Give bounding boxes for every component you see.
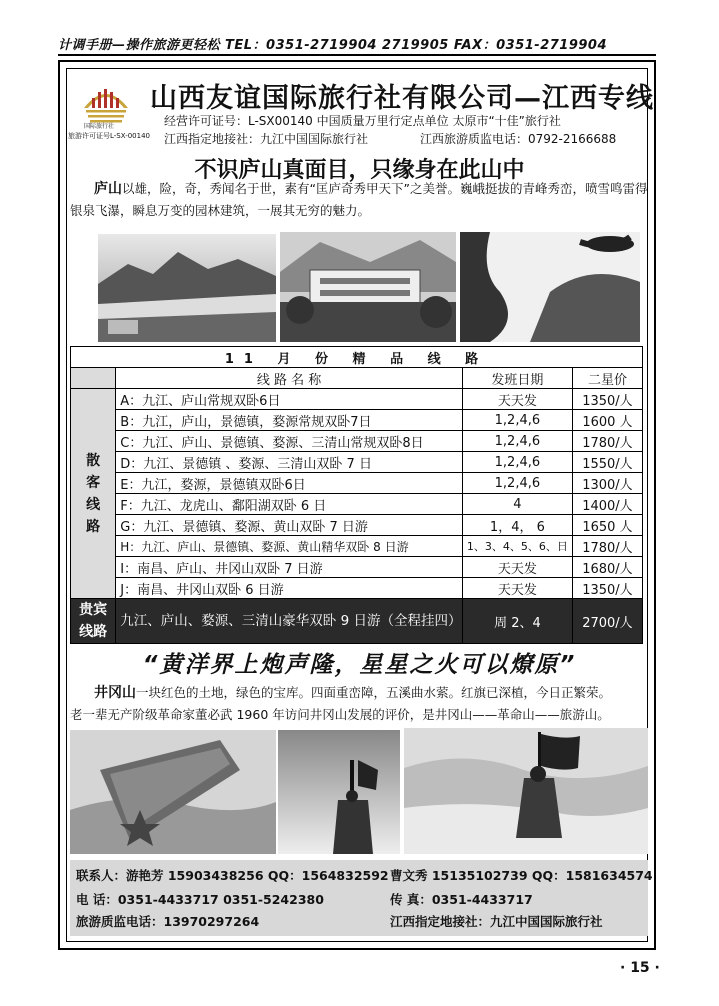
route-price: 1600 人 (572, 410, 642, 431)
route-name: J：南昌、井冈山双卧 6 日游 (116, 578, 463, 599)
route-name: I：南昌、庐山、井冈山双卧 7 日游 (116, 557, 463, 578)
col-date-header: 发班日期 (462, 368, 572, 389)
jinggangshan-photo-monument (70, 730, 276, 854)
route-price: 1400/人 (572, 494, 642, 515)
route-name: A：九江、庐山常规双卧6日 (116, 389, 463, 410)
vip-route-date: 周 2、4 (462, 599, 572, 644)
header-rule (58, 54, 656, 56)
jinggangshan-photo-flag-sculpture (404, 728, 648, 854)
route-date: 4 (462, 494, 572, 515)
jinggangshan-text-1: 一块红色的土地，绿色的宝库。四面重峦障，五溪曲水萦。红旗已深植，今日正繁荣。 (136, 685, 612, 700)
route-name: B：九江，庐山，景德镇，婺源常规双卧7日 (116, 410, 463, 431)
jinggangshan-text-2: 老一辈无产阶级革命家董必武 1960 年访问井冈山发展的评价，是井冈山——革命山——旅游山。 (70, 707, 610, 722)
contact-fax: 传 真：0351-4433717 (390, 892, 533, 907)
route-name: E：九江，婺源，景德镇双卧6日 (116, 473, 463, 494)
group-scattered (71, 389, 116, 599)
route-price: 1350/人 (572, 578, 642, 599)
routes-table (70, 346, 643, 644)
route-price: 1780/人 (572, 431, 642, 452)
vip-route-name: 九江、庐山、婺源、三清山豪华双卧 9 日游（全程挂四） (116, 599, 463, 644)
jinggangshan-lead: 井冈山 (94, 685, 136, 701)
lushan-photo-villa (280, 232, 456, 342)
page-number: · 15 · (620, 960, 660, 976)
route-price: 1780/人 (572, 536, 642, 557)
route-price: 1550/人 (572, 452, 642, 473)
local-agent-line: 江西指定地接社：九江中国国际旅行社 (164, 132, 369, 146)
route-date: 天天发 (462, 557, 572, 578)
lushan-photo-mountains (98, 234, 276, 342)
route-date: 1,2,4,6 (462, 452, 572, 473)
route-name: F：九江、龙虎山、鄱阳湖双卧 6 日 (116, 494, 463, 515)
route-date: 天天发 (462, 389, 572, 410)
logo-caption: 国际旅行社 (84, 123, 115, 130)
group-vip (71, 599, 116, 644)
license-line: 经营许可证号：L-SX00140 中国质量万里行定点单位 太原市“十佳”旅行社 (164, 114, 561, 128)
route-price: 1650 人 (572, 515, 642, 536)
contact-supervision-phone: 旅游质监电话：13970297264 (76, 914, 260, 929)
lushan-intro (70, 178, 650, 222)
company-name: 山西友谊国际旅行社有限公司—江西专线 (150, 83, 654, 114)
route-date: 1,2,4,6 (462, 410, 572, 431)
route-date: 1，4， 6 (462, 515, 572, 536)
route-price: 1350/人 (572, 389, 642, 410)
table-corner (71, 368, 116, 389)
jinggangshan-intro (70, 682, 650, 704)
route-name: H：九江、庐山、景德镇、婺源、黄山精华双卧 8 日游 (116, 536, 463, 557)
col-price-header: 二星价 (572, 368, 642, 389)
routes-table-title: 11 月 份 精 品 线 路 (71, 347, 643, 368)
vip-route-price: 2700/人 (572, 599, 642, 644)
jinggangshan-slogan: “黄洋界上炮声隆，星星之火可以燎原” (142, 652, 577, 678)
route-date: 天天发 (462, 578, 572, 599)
jinggangshan-photo-statue (278, 730, 400, 854)
group-scattered-label: 散客线路 (86, 452, 101, 535)
route-date: 1,2,4,6 (462, 431, 572, 452)
header-bar-text: 计调手册—操作旅游更轻松 TEL：0351-2719904 2719905 FAX：0351-2719904 (58, 38, 608, 53)
header-bar (58, 34, 653, 53)
contact-local-agent: 江西指定地接社：九江中国国际旅行社 (390, 914, 603, 929)
route-date: 1、3、4、5、6、日 (462, 536, 572, 557)
contact-phone: 电 话：0351-4433717 0351-5242380 (76, 892, 324, 907)
group-vip-label: 贵宾线路 (79, 602, 108, 640)
route-name: C：九江、庐山、景德镇、婺源、三清山常规双卧8日 (116, 431, 463, 452)
lushan-text: 以雄，险，奇，秀闻名于世，素有“匡庐奇秀甲天下”之美誉。巍峨挺拔的青峰秀峦，喷雪鸣雷得银泉飞瀑，瞬息万变的园林建筑，一展其无穷的魅力。 (70, 181, 648, 218)
route-price: 1680/人 (572, 557, 642, 578)
logo-license: 旅游许可证号L-SX-00140 (68, 132, 150, 140)
supervision-phone-line: 江西旅游质监电话：0792-2166688 (420, 132, 617, 146)
route-price: 1300/人 (572, 473, 642, 494)
route-date: 1,2,4,6 (462, 473, 572, 494)
contact-person-2: 曹文秀 15135102739 QQ：1581634574 (390, 868, 653, 883)
route-name: G：九江、景德镇、婺源、黄山双卧 7 日游 (116, 515, 463, 536)
col-route-header: 线 路 名 称 (116, 368, 463, 389)
lushan-headline: 不识庐山真面目，只缘身在此山中 (194, 158, 525, 183)
contact-person-1: 联系人：游艳芳 15903438256 QQ：1564832592 (76, 868, 389, 883)
lushan-lead: 庐山 (94, 181, 122, 197)
route-name: D：九江、景德镇 、婺源、三清山双卧 7 日 (116, 452, 463, 473)
lushan-photo-pine-cliff (460, 232, 640, 342)
